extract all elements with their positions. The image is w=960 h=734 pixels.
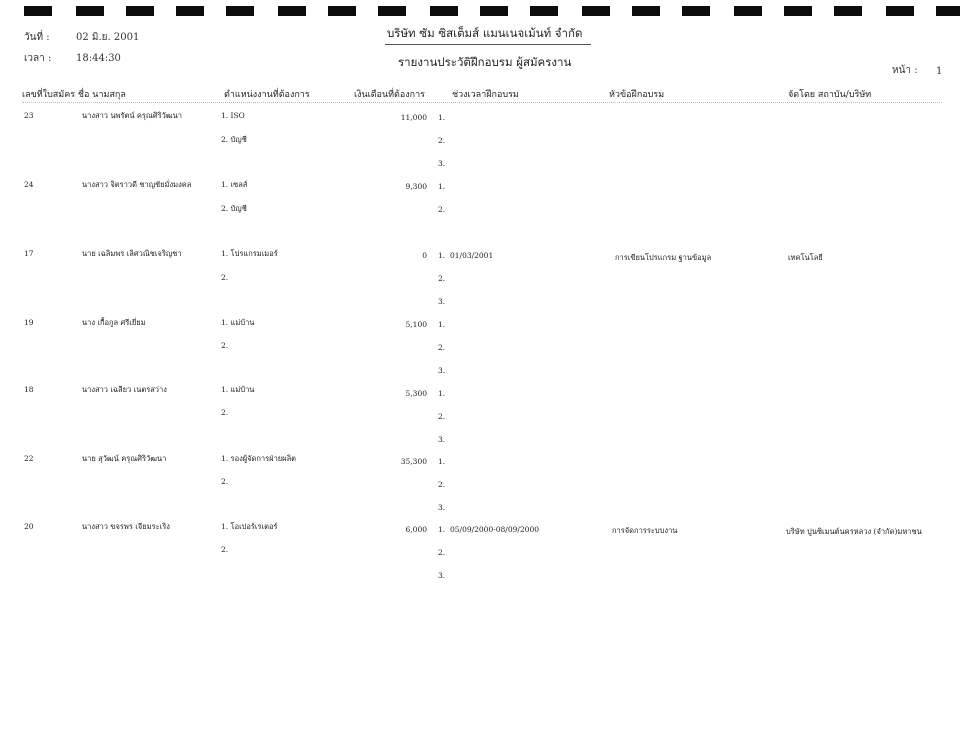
applicant-id: 18 [24, 385, 34, 394]
feed-hole [76, 6, 104, 16]
training-no: 1. [438, 182, 446, 191]
training-no: 3. [438, 571, 446, 580]
applicant-id: 20 [24, 522, 34, 531]
feed-hole [734, 6, 762, 16]
position-1: 1. ISO [221, 111, 245, 120]
position-1: 1. แม่บ้าน [221, 318, 255, 327]
position-2: 2. [221, 477, 229, 486]
training-organizer: บริษัท ปูนซิเมนต์นครหลวง (จำกัด)มหาชน [786, 527, 922, 536]
training-no: 2. [438, 412, 446, 421]
col-organizer: จัดโดย สถาบัน/บริษัท [788, 90, 872, 100]
training-no: 3. [438, 159, 446, 168]
applicant-name: นางสาว นพรัตน์ ครุณศิริวัฒนา [82, 111, 182, 120]
salary-value: 35,300 [400, 457, 427, 466]
feed-hole [834, 6, 862, 16]
salary-value: 0 [422, 251, 427, 260]
training-no: 2. [438, 343, 446, 352]
training-no: 1. [438, 320, 446, 329]
date-label: วันที่ : [24, 32, 50, 43]
training-period: 01/03/2001 [450, 251, 494, 260]
position-1: 1. โอเปอร์เรเตอร์ [221, 522, 278, 531]
training-topic: การเขียนโปรแกรม ฐานข้อมูล [615, 253, 712, 262]
training-no: 3. [438, 435, 446, 444]
feed-hole [278, 6, 306, 16]
applicant-name: นางสาว จิตราวดี ชาญชัยมั่งมงคล [82, 180, 192, 189]
training-period: 05/09/2000-08/09/2000 [450, 525, 539, 534]
training-no: 1. [438, 113, 446, 122]
time-label: เวลา : [24, 53, 52, 64]
tractor-feed-strip [0, 6, 960, 18]
salary-value: 9,300 [405, 182, 427, 191]
applicant-name: นาย สุวัฒน์ ครุณศิริวัฒนา [82, 454, 167, 463]
feed-hole [226, 6, 254, 16]
training-no: 1. [438, 389, 446, 398]
feed-hole [430, 6, 458, 16]
training-no: 1. [438, 457, 446, 466]
salary-value: 5,100 [405, 320, 427, 329]
applicant-name: นางสาว ขจรพร เจียมระเริง [82, 522, 170, 531]
position-2: 2. [221, 408, 229, 417]
col-applicant: เลขที่ใบสมัคร ชื่อ นามสกุล [22, 90, 126, 100]
training-no: 2. [438, 205, 446, 214]
page-label: หน้า : [892, 65, 918, 76]
training-no: 1. [438, 251, 446, 260]
position-2: 2. [221, 341, 229, 350]
applicant-name: นาย เฉลิมพร เลิศวณิชเจริญชา [82, 249, 182, 258]
applicant-name: นาง เกื้อกูล ศรีเยี่ยม [82, 318, 146, 327]
col-period: ช่วงเวลาฝึกอบรม [452, 90, 519, 100]
applicant-id: 22 [24, 454, 34, 463]
position-2: 2. [221, 273, 229, 282]
training-topic: การจัดการระบบงาน [612, 526, 678, 535]
salary-value: 11,000 [400, 113, 427, 122]
feed-hole [886, 6, 914, 16]
applicant-id: 17 [24, 249, 34, 258]
feed-hole [936, 6, 960, 16]
position-1: 1. โปรแกรมเมอร์ [221, 249, 278, 258]
training-no: 3. [438, 297, 446, 306]
training-no: 3. [438, 366, 446, 375]
position-1: 1. รองผู้จัดการฝ่ายผลิต [221, 454, 297, 463]
training-organizer: เทคโนโลยี [788, 253, 823, 262]
position-1: 1. แม่บ้าน [221, 385, 255, 394]
feed-hole [176, 6, 204, 16]
feed-hole [24, 6, 52, 16]
salary-value: 6,000 [405, 525, 427, 534]
company-underline [385, 44, 591, 45]
applicant-id: 19 [24, 318, 34, 327]
applicant-name: นางสาว เฉลียว เนตรสว่าง [82, 385, 167, 394]
feed-hole [378, 6, 406, 16]
training-no: 1. [438, 525, 446, 534]
feed-hole [632, 6, 660, 16]
col-topic: หัวข้อฝึกอบรม [609, 90, 665, 100]
date-value: 02 มิ.ย. 2001 [76, 32, 140, 43]
training-no: 3. [438, 503, 446, 512]
time-value: 18:44:30 [76, 53, 121, 64]
report-title: รายงานประวัติฝึกอบรม ผู้สมัครงาน [398, 55, 572, 69]
feed-hole [126, 6, 154, 16]
col-salary: เงินเดือนที่ต้องการ [354, 90, 426, 100]
feed-hole [682, 6, 710, 16]
training-no: 2. [438, 548, 446, 557]
salary-value: 5,300 [405, 389, 427, 398]
company-name: บริษัท ซัม ซิสเต็มส์ แมนเนจเม้นท์ จำกัด [387, 26, 583, 40]
position-2: 2. บัญชี [221, 135, 247, 144]
feed-hole [784, 6, 812, 16]
training-no: 2. [438, 274, 446, 283]
header-rule [22, 102, 942, 103]
training-no: 2. [438, 480, 446, 489]
page-number: 1 [936, 66, 943, 77]
position-2: 2. บัญชี [221, 204, 247, 213]
position-1: 1. เซลส์ [221, 180, 248, 189]
position-2: 2. [221, 545, 229, 554]
training-no: 2. [438, 136, 446, 145]
col-position: ตำแหน่งงานที่ต้องการ [224, 90, 310, 100]
feed-hole [328, 6, 356, 16]
feed-hole [480, 6, 508, 16]
feed-hole [582, 6, 610, 16]
applicant-id: 23 [24, 111, 34, 120]
applicant-id: 24 [24, 180, 34, 189]
feed-hole [530, 6, 558, 16]
